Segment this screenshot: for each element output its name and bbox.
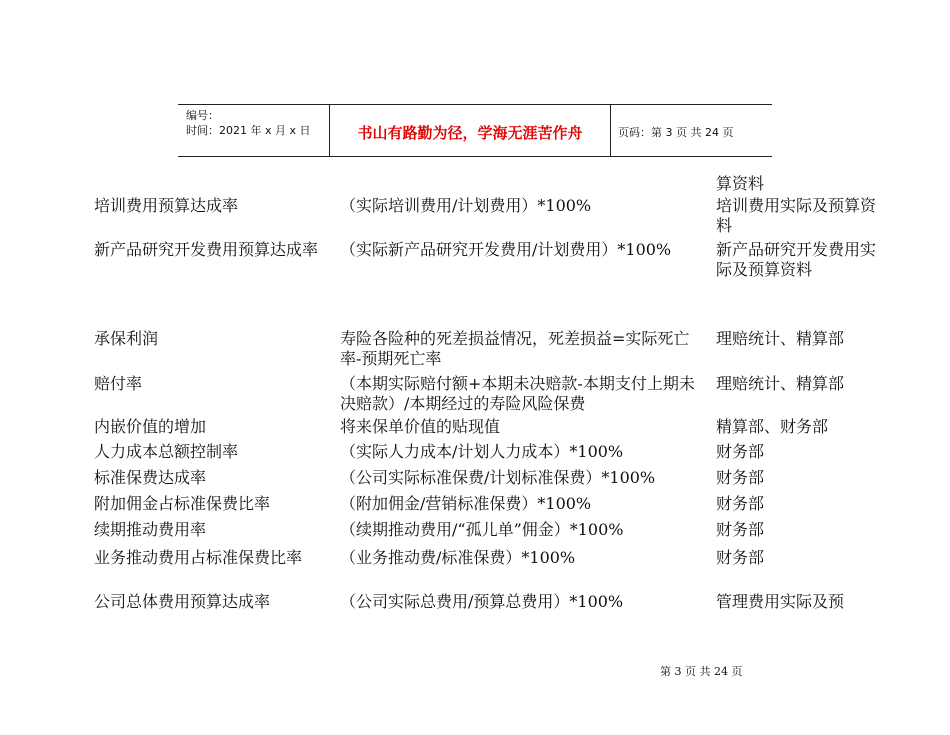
cell-formula: （续期推动费用/“孤儿单”佣金）*100%: [340, 520, 624, 539]
cell-indicator: 人力成本总额控制率: [94, 442, 239, 461]
cell-source: 财务部: [716, 442, 765, 461]
cell-indicator: 新产品研究开发费用预算达成率: [94, 240, 319, 259]
cell-source: 理赔统计、精算部: [716, 329, 845, 348]
cell-source: 算资料: [716, 174, 765, 193]
cell-indicator: 内嵌价值的增加: [94, 417, 207, 436]
cell-source: 管理费用实际及预: [716, 592, 845, 611]
cell-indicator: 承保利润: [94, 329, 159, 348]
cell-source: 财务部: [716, 468, 765, 487]
cell-indicator: 培训费用预算达成率: [94, 196, 239, 215]
cell-formula: （公司实际总费用/预算总费用）*100%: [340, 592, 624, 611]
header-divider: [610, 105, 611, 156]
time-label: 时间：2021 年 x 月 x 日: [186, 124, 311, 137]
cell-indicator: 附加佣金占标准保费比率: [94, 494, 271, 513]
cell-formula: （实际培训费用/计划费用）*100%: [340, 196, 592, 215]
cell-source: 财务部: [716, 520, 765, 539]
cell-source: 理赔统计、精算部: [716, 374, 845, 393]
cell-indicator: 赔付率: [94, 374, 143, 393]
header-slogan: 书山有路勤为径，学海无涯苦作舟: [357, 124, 583, 142]
header-page-label: 页码：第 3 页 共 24 页: [618, 126, 734, 139]
cell-formula: 将来保单价值的贴现值: [340, 417, 501, 436]
cell-indicator: 公司总体费用预算达成率: [94, 592, 271, 611]
cell-formula: （实际新产品研究开发费用/计划费用）*100%: [340, 240, 672, 259]
cell-source: 财务部: [716, 494, 765, 513]
cell-source: 财务部: [716, 548, 765, 567]
cell-indicator: 标准保费达成率: [94, 468, 207, 487]
page-footer: 第 3 页 共 24 页: [660, 665, 743, 678]
cell-indicator: 业务推动费用占标准保费比率: [94, 548, 303, 567]
cell-formula: （本期实际赔付额+本期未决赔款-本期支付上期未决赔款）/本期经过的寿险风险保费: [340, 374, 695, 413]
cell-source: 新产品研究开发费用实际及预算资料: [716, 240, 877, 279]
cell-source: 精算部、财务部: [716, 417, 829, 436]
header-meta: [186, 108, 311, 138]
cell-formula: （公司实际标准保费/计划标准保费）*100%: [340, 468, 656, 487]
cell-formula: （实际人力成本/计划人力成本）*100%: [340, 442, 624, 461]
cell-formula: （附加佣金/营销标准保费）*100%: [340, 494, 592, 513]
cell-source: 培训费用实际及预算资料: [716, 196, 877, 235]
cell-indicator: 续期推动费用率: [94, 520, 207, 539]
cell-formula: 寿险各险种的死差损益情况，死差损益=实际死亡率-预期死亡率: [340, 329, 690, 368]
number-label: 编号：: [186, 109, 219, 122]
cell-formula: （业务推动费/标准保费）*100%: [340, 548, 576, 567]
page-header: [178, 104, 772, 157]
